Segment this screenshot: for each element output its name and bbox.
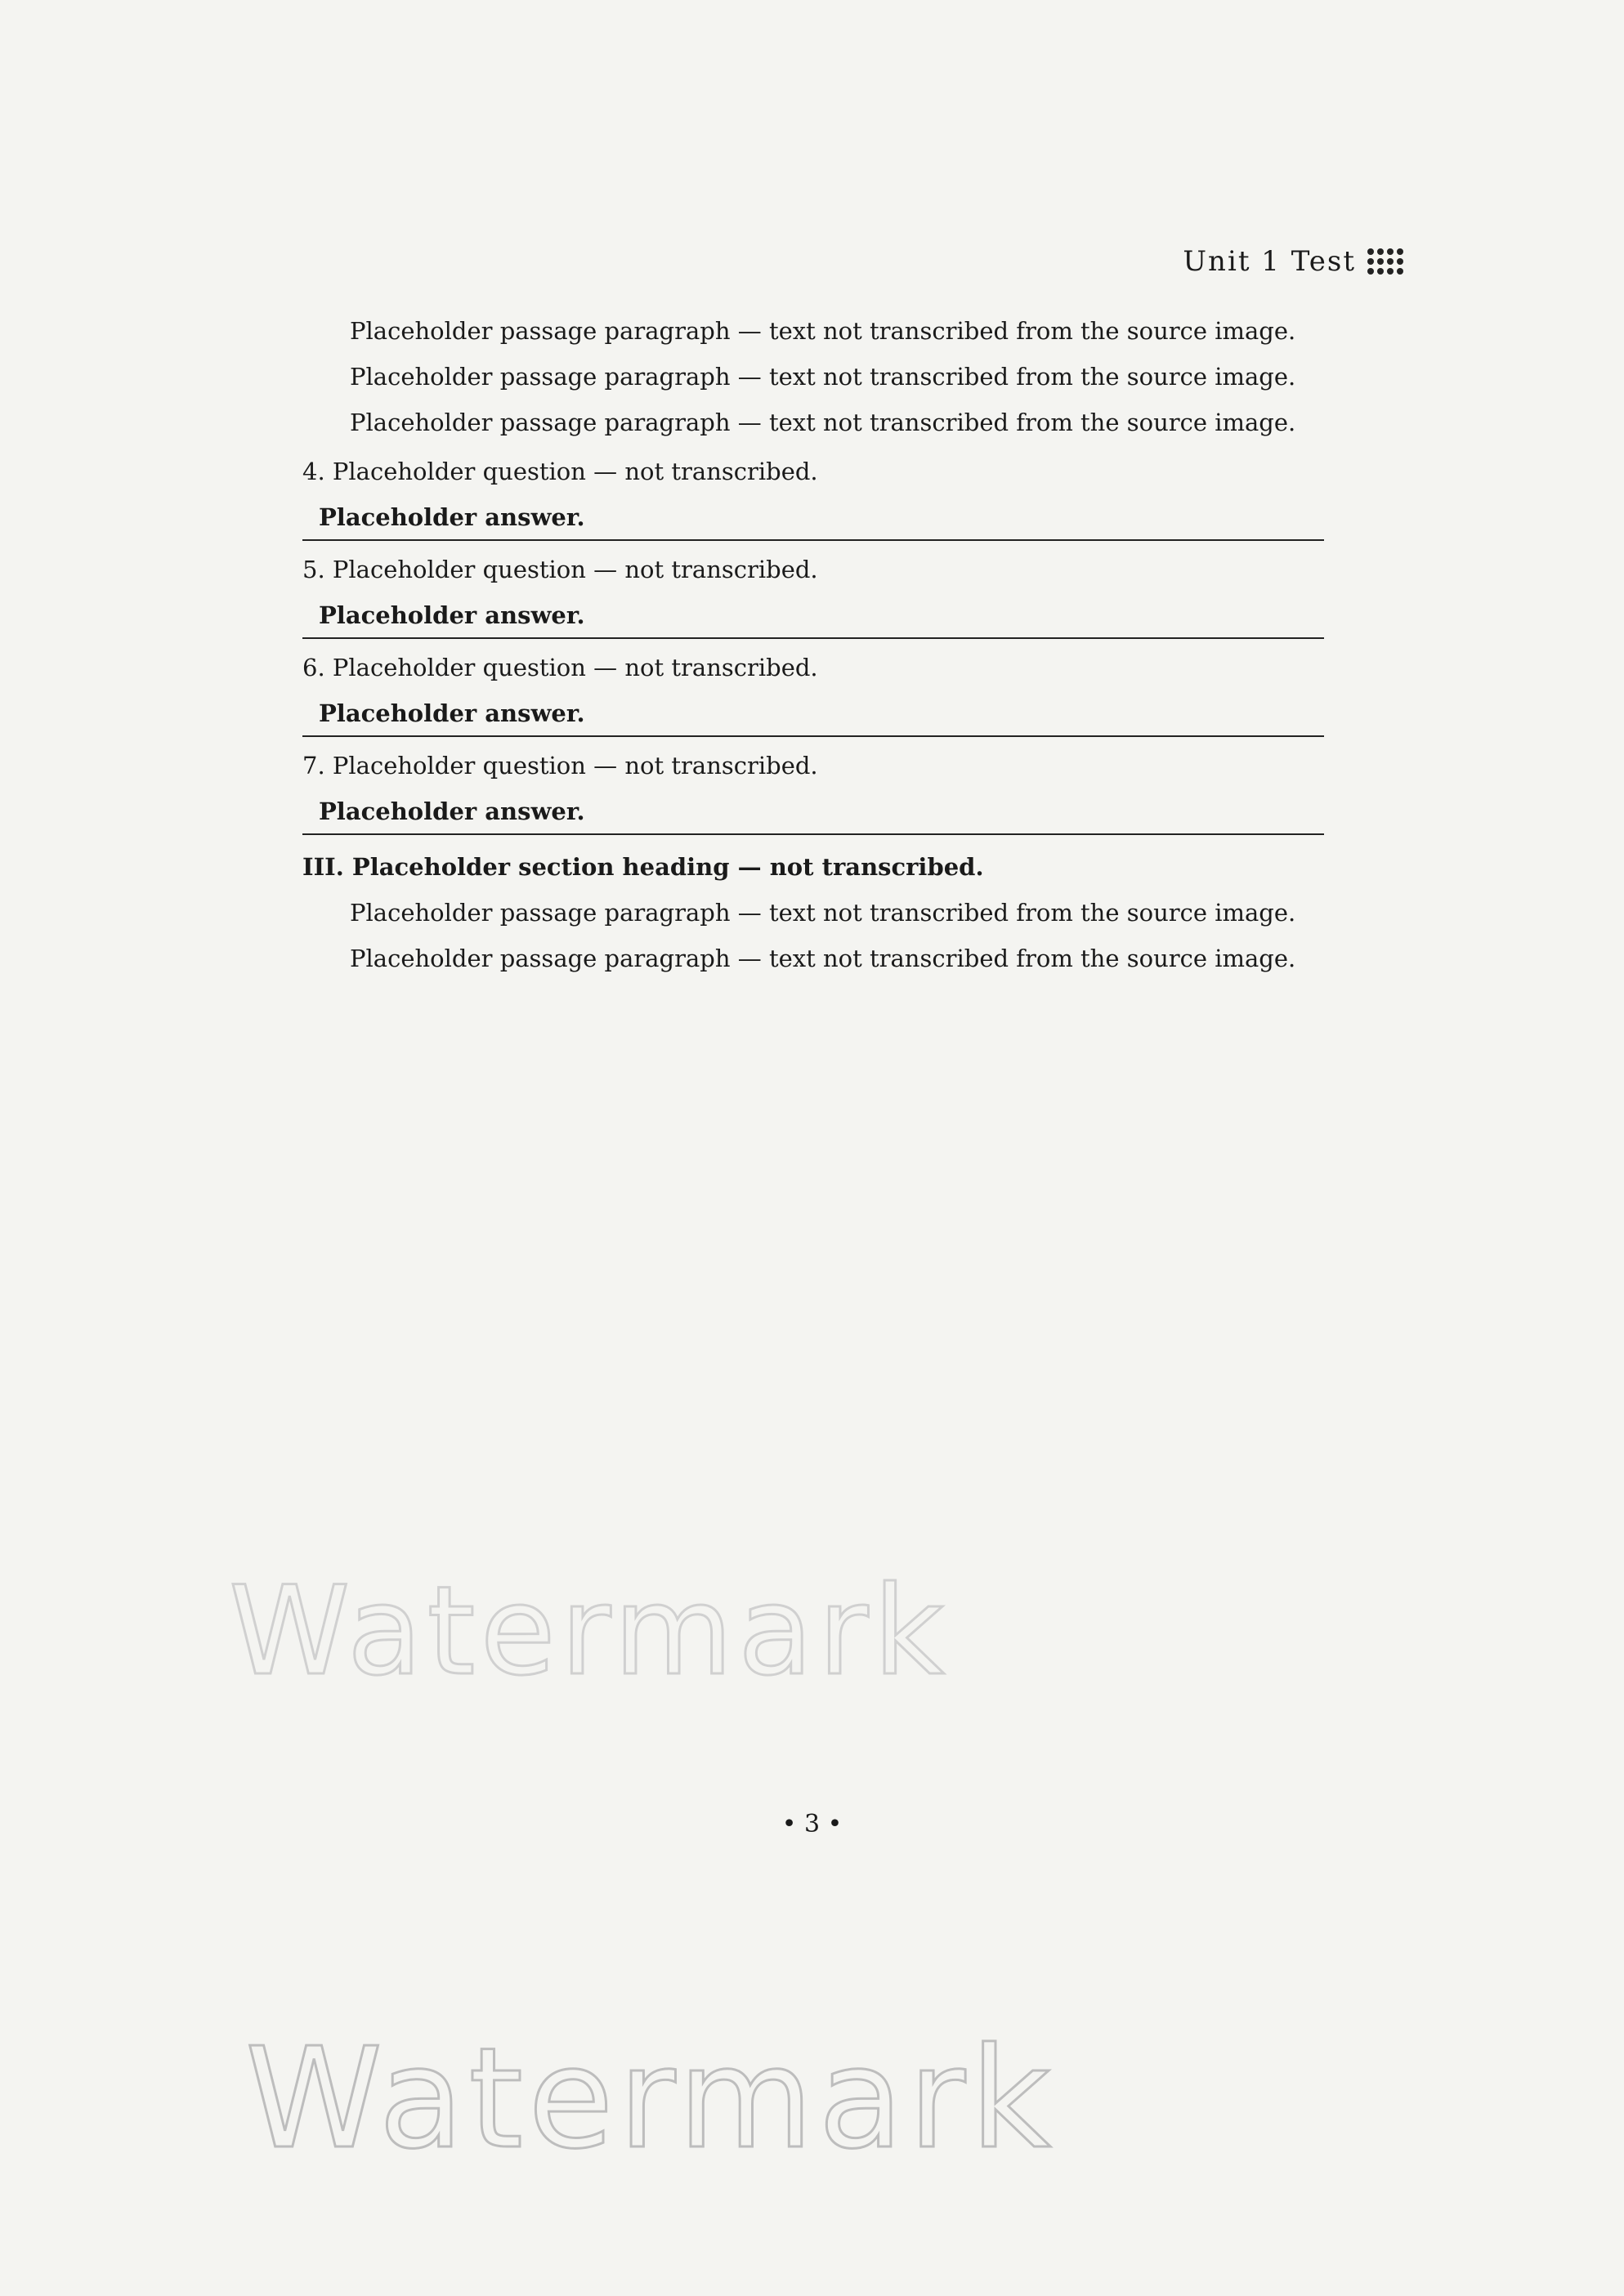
watermark-logo: Watermark [245, 2018, 1056, 2180]
question-7: 7. Placeholder question — not transcribed. [302, 752, 818, 779]
passage-paragraph: Placeholder passage paragraph — text not transcribed from the source image. [350, 409, 1296, 436]
answer-5: Placeholder answer. [302, 593, 1324, 639]
question-5: 5. Placeholder question — not transcribed. [302, 556, 818, 583]
header-title: Unit 1 Test [1183, 245, 1356, 278]
section-3-paragraph: Placeholder passage paragraph — text not transcribed from the source image. [350, 945, 1296, 972]
passage-paragraph: Placeholder passage paragraph — text not transcribed from the source image. [350, 317, 1296, 345]
exam-body [302, 310, 1324, 984]
passage-paragraph: Placeholder passage paragraph — text not transcribed from the source image. [350, 363, 1296, 391]
page-number: • 3 • [781, 1810, 843, 1838]
answer-7: Placeholder answer. [302, 789, 1324, 835]
section-3-heading: III. Placeholder section heading — not transcribed. [302, 853, 984, 881]
answer-4: Placeholder answer. [302, 495, 1324, 541]
page-header [1183, 245, 1403, 278]
question-6: 6. Placeholder question — not transcribed. [302, 654, 818, 681]
dot-grid-icon [1367, 248, 1403, 275]
watermark-overlay: Watermark [229, 1561, 950, 1703]
answer-6: Placeholder answer. [302, 691, 1324, 737]
section-3-paragraph: Placeholder passage paragraph — text not transcribed from the source image. [350, 899, 1296, 927]
question-4: 4. Placeholder question — not transcribed. [302, 458, 818, 485]
